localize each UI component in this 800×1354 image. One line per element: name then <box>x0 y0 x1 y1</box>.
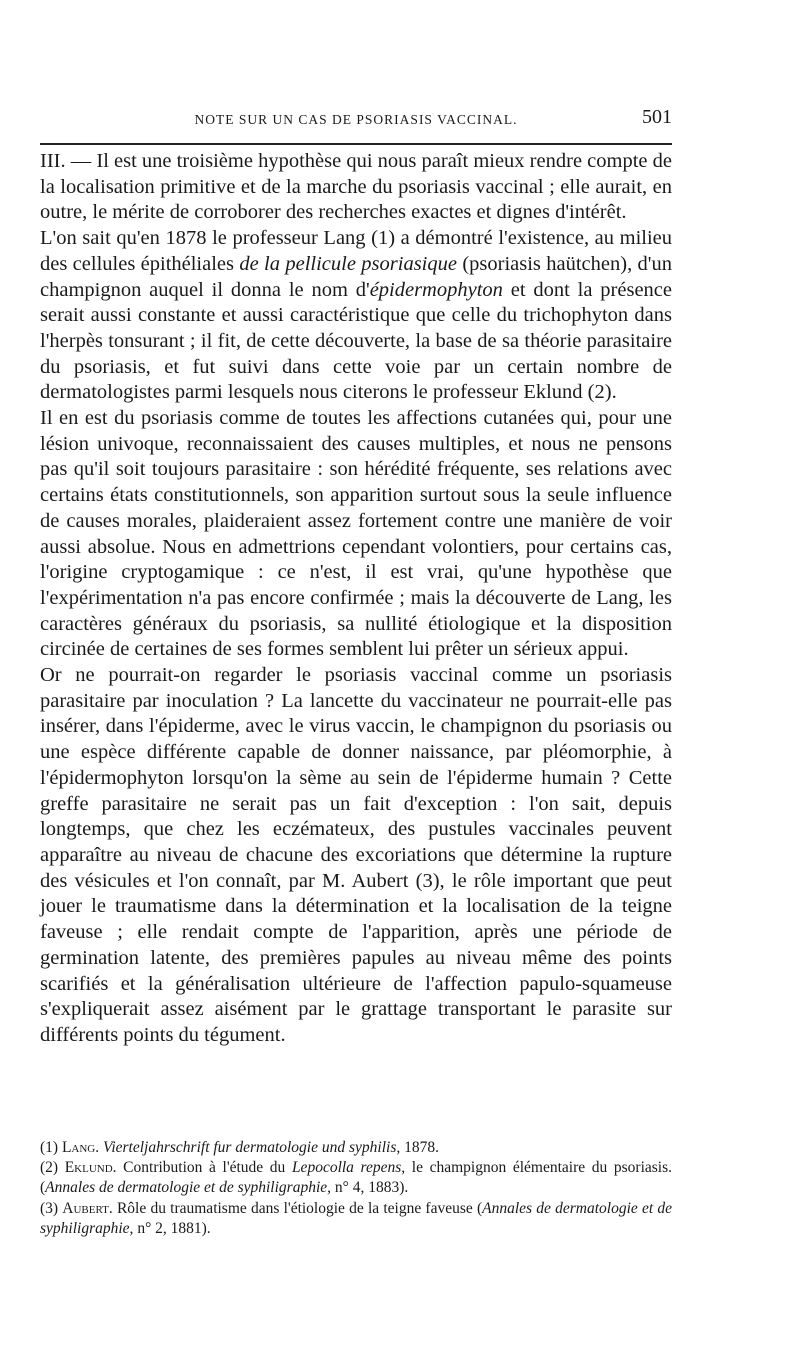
footnote-1-mark: (1) <box>40 1139 59 1156</box>
footnote-3-rest: n° 2, 1881). <box>133 1219 211 1237</box>
footnote-2-rest: n° 4, 1883). <box>331 1179 409 1197</box>
paragraph-2-text-a: L'on sait qu'en 1878 le professeur Lang (1) a démontré l'existence, au milieu des cellules épithéliales <box>40 227 672 275</box>
footnote-3 <box>40 1199 672 1239</box>
footnote-2 <box>40 1158 672 1198</box>
header-rule <box>40 143 672 145</box>
paragraph-4: Or ne pourrait-on regarder le psoriasis vaccinal comme un psoriasis parasitaire par inoculation ? La lancette du vaccinateur ne pourrait-elle pas insérer, dans l'épiderme, avec le virus vaccin, le champignon du psoriasis ou une espèce différente capable de donner naissance, par pléomorphie, à l'épidermophyton lorsqu'on la sème au sein de l'épiderme humain ? Cette greffe parasitaire ne serait pas un fait d'exception : l'on sait, depuis longtemps, que chez les eczémateux, des pustules vaccinales peuvent apparaître au niveau de chacune des excoriations que détermine la rupture des vésicules et l'on connaît, par M. Aubert (3), le rôle important que peut jouer le traumatisme dans la détermination et la localisation de la teigne faveuse ; elle rendait compte de l'apparition, après une période de germination latente, des premières papules au niveau même des points scarifiés et la généralisation ultérieure de l'affection papulo-squameuse s'expliquerait assez aisément par le grattage transportant le parasite sur différents points du tégument. <box>40 664 672 1046</box>
paragraph-2-italic-2: épidermophyton <box>369 278 503 301</box>
footnote-1 <box>40 1138 672 1158</box>
footnote-2-author: Eklund. <box>64 1159 117 1177</box>
footnote-2-mid: le champignon élémentaire du psoriasis. ( <box>40 1159 673 1197</box>
paragraph-3: Il en est du psoriasis comme de toutes les affections cutanées qui, pour une lésion univoque, reconnaissaient des causes multiples, et nous ne pensons pas qu'il soit toujours parasitaire : son hérédité fréquente, ses relations avec certains états constitutionnels, son apparition surtout sous la seule influence de causes morales, plaideraient assez fortement contre une manière de voir aussi absolue. Nous en admettrions cependant volontiers, pour certains cas, l'origine cryptogamique : ce n'est, il est vrai, qu'une hypothèse que l'expérimentation n'a pas encore confirmée ; mais la découverte de Lang, les caractères généraux du psoriasis, sa nullité étiologique et la disposition circinée de certaines de ses formes semblent lui prêter un sérieux appui. <box>40 407 672 661</box>
footnote-2-species: Lepocolla repens, <box>291 1159 406 1177</box>
footnotes <box>40 1138 672 1239</box>
footnote-1-rest: 1878. <box>400 1139 439 1156</box>
footnote-2-pre: Contribution à l'étude du <box>116 1159 292 1177</box>
footnote-1-title: Vierteljahrschrift fur dermatologie und syphilis, <box>103 1139 401 1156</box>
paragraph-1: III. — Il est une troisième hypothèse qui nous paraît mieux rendre compte de la localisation primitive et de la marche du psoriasis vaccinal ; elle aurait, en outre, le mérite de corroborer des recherches exactes et dignes d'intérêt. <box>40 150 672 224</box>
footnote-2-mark: (2) <box>40 1159 59 1177</box>
paragraph-2 <box>40 226 672 406</box>
paragraph-2-italic-1: de la pellicule psoriasique <box>239 252 457 275</box>
body-text <box>40 149 672 1049</box>
footnote-3-journal: Annales de dermatologie et de syphiligraphie, <box>40 1199 672 1237</box>
paragraph-2-text-b: (psoriasis haütchen), d'un champignon auquel il donna le nom d' <box>40 252 672 301</box>
footnote-1-author: Lang. <box>61 1139 100 1156</box>
footnote-3-author: Aubert. <box>62 1199 113 1217</box>
footnote-2-journal: Annales de dermatologie et de syphiligraphie, <box>45 1179 332 1197</box>
running-title: NOTE SUR UN CAS DE PSORIASIS VACCINAL. <box>194 112 518 127</box>
footnote-3-mark: (3) <box>40 1199 59 1217</box>
paragraph-2-text-c: et dont la présence serait aussi constante et aussi caractéristique que celle du trichophyton dans l'herpès tonsurant ; il fit, de cette découverte, la base de sa théorie parasitaire du psoriasis, et fut suivi dans cette voie par un certain nombre de dermatologistes parmi lesquels nous citerons le professeur Eklund (2). <box>40 278 673 404</box>
page-number: 501 <box>642 106 672 128</box>
running-head <box>40 104 672 134</box>
footnote-3-pre: Rôle du traumatisme dans l'étiologie de la teigne faveuse ( <box>112 1199 483 1217</box>
